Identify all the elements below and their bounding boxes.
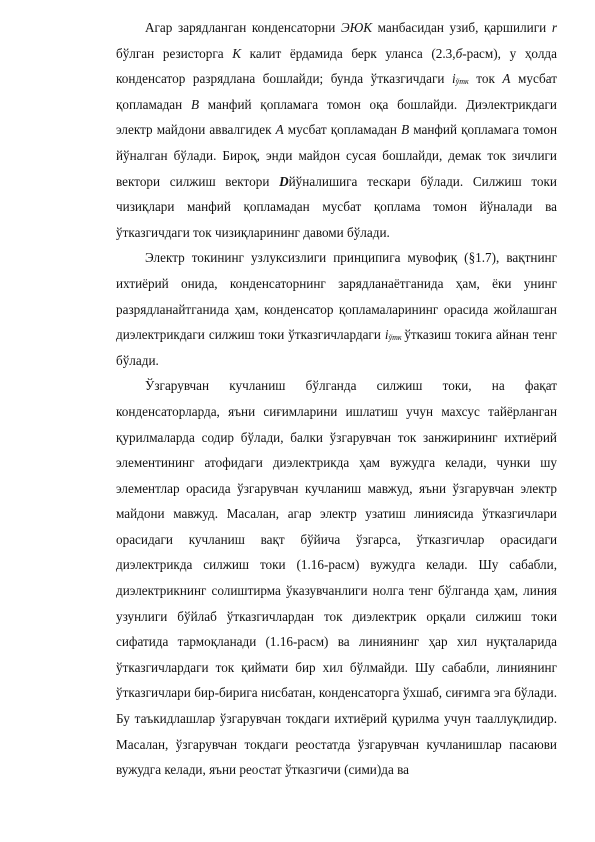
text-segment: В — [401, 122, 410, 138]
text-segment: б — [455, 45, 463, 61]
text-segment: -расм), у ҳолда конденсатор разрядлана бошлайди; бунда ўтказгичдаги — [116, 45, 557, 87]
text-segment: Ўзгарувчан кучланиш бўлганда силжиш токи, на фақат конденсаторларда, яъни сиғимларини ишлатиш учун махсус тайёрланган қурилмаларда содир бўлади, балки ўзгарувчан ток занжирининг ихтиёрий элементининг атофидаги диэлектрикда ҳам вужудга келади, чунки шу элементлар орасида ўзгарувчан кучланиш мавжуд, яъни ўзгарувчан электр майдони мавжуд. Масалан, агар электр узатиш линиясида ўтказгичлари орасидаги кучланиш вақт бўйича ўзгарса, ўтказгичлар орасидаги диэлектрикда силжиш токи (1.16-расм) вужудга келади. Шу сабабли, диэлектрикнинг солиштирма ўказувчанлиги нолга тенг бўлганда ҳам, линия узунлиги бўйлаб ўтказгичлардан ток диэлектрик орқали силжиш токи сифатида тармоқланади (1.16-расм) ва линиянинг ҳар хил нуқталарида ўтказгичлардаги ток қиймати бир хил бўлмайди. Шу сабабли, линиянинг ўтказгичлари бир-бирига нисбатан, конденсаторга ўхшаб, сиғимга эга бўлади. Бу таъкидлашлар ўзгарувчан токдаги ихтиёрий қурилма учун тааллуқлидир. Масалан, ўзгарувчан токдаги реостатда ўзгарувчан кучланишлар пасаюви вужудга келади, яъни реостат ўтказгичи (сими)да ва — [116, 378, 557, 778]
text-segment: ЭЮК — [340, 20, 372, 35]
text-segment: мусбат қопламадан — [283, 122, 402, 138]
text-segment: А — [502, 71, 511, 87]
text-segment: D — [279, 173, 289, 189]
text-segment: Электр токининг узлуксизлиги принципига мувофиқ (§1.7), вақтнинг ихтиёрий онида, конденсаторнинг зарядланаётганида ҳам, ёки унинг разрядланайтганида ҳам, конденсатор қопламаларининг орасида жойлашган диэлектрикдаги силжиш токи ўтказгичлардаги — [116, 250, 557, 343]
text-segment: йўналишига тескари бўлади. Силжиш токи чизиқлари манфий қопламадан мусбат қоплама томон йўналади ва ўтказгичдаги ток чизиқларининг давоми бўлади. — [116, 173, 557, 240]
paragraph-2 — [116, 245, 557, 373]
text-segment: r — [551, 20, 557, 35]
text-segment: i — [384, 327, 389, 343]
text-segment: В — [190, 96, 200, 112]
text-segment: манфий қопламага томон оқа бошлайди. Диэлектрикдаги электр майдони аввалгидек — [116, 96, 557, 138]
subscript-text: ўтк — [388, 333, 405, 343]
subscript-text: ўтк — [455, 77, 469, 87]
text-segment: К — [232, 45, 242, 61]
text-segment: манбасидан узиб, қаршилиги — [371, 20, 552, 35]
text-segment: манфий қопламага томон йўналган бўлади. Бироқ, энди майдон сусая бошлайди, демак ток зичлиги вектори силжиш вектори — [116, 122, 557, 189]
text-segment: мусбат қопламадан — [116, 71, 557, 112]
text-segment: Агар зарядланган конденсаторни — [145, 20, 341, 35]
text-segment: А — [275, 122, 284, 138]
text-segment: калит ёрдамида берк уланса (2.3, — [241, 45, 456, 61]
body-text — [116, 15, 557, 783]
paragraph-1 — [116, 15, 557, 245]
text-segment: ўтказиш токига айнан тенг бўлади. — [116, 327, 557, 368]
text-segment: i — [451, 71, 456, 87]
text-segment: бўлган резисторга — [116, 45, 233, 61]
paragraph-3 — [116, 373, 557, 783]
text-segment: ток — [468, 71, 503, 87]
